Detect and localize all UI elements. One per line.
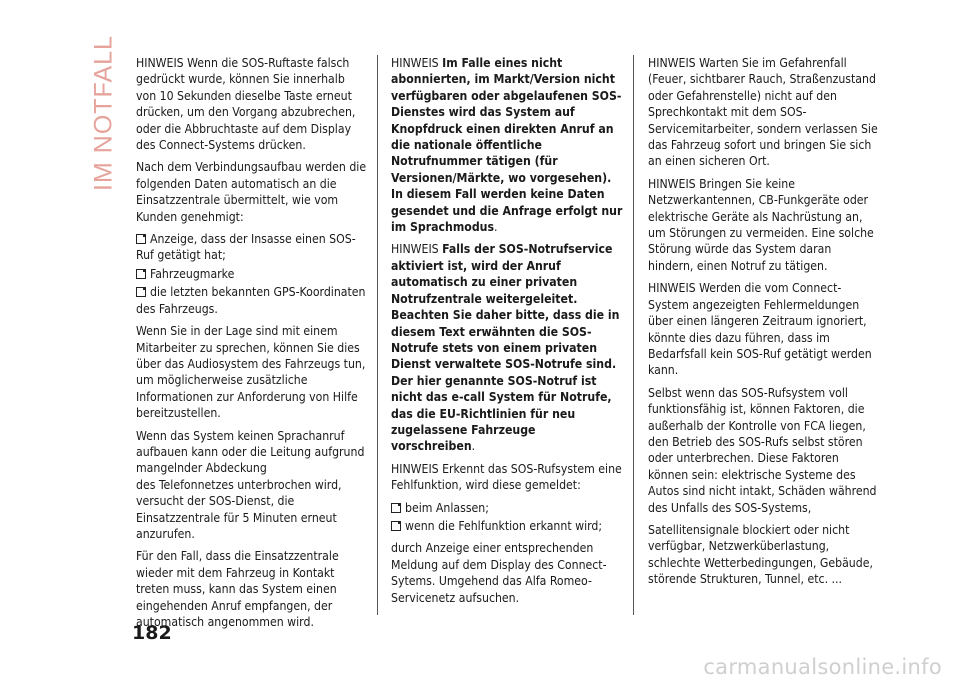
note-paragraph: HINWEIS Werden die vom Connect-System angezeigten Fehlermeldungen über einen längeren Zeitraum ignoriert, könnte dies dazu führen, dass im Bedarfsfall kein SOS-Ruf getätigt werden kann.	[648, 281, 872, 378]
checkbox-bullet-icon	[391, 503, 401, 513]
note-paragraph: HINWEIS Wenn die SOS-Ruftaste falsch gedrückt wurde, können Sie innerhalb von 10 Sekunden dieselbe Taste erneut drücken, um den Vorgang abzubrechen, oder die Abbruchtaste auf dem Display des Connect-Systems drücken.	[136, 56, 356, 153]
note-paragraph: HINWEIS Erkennt das SOS-Rufsystem eine Fehlfunktion, wird diese gemeldet:	[391, 461, 622, 493]
note-paragraph: HINWEIS Bringen Sie keine Netzwerkantennen, CB-Funkgeräte oder elektrische Geräte als Nachrüstung an, um Störungen zu vermeiden. Eine solche Störung würde das System daran hindern, einen Notruf zu tätigen.	[648, 176, 874, 273]
section-title-text: IM NOTFALL	[89, 35, 118, 191]
paragraph: Satellitensignale blockiert oder nicht verfügbar, Netzwerküberlastung, schlechte Wetterbedingungen, Gebäude, störende Strukturen, Tunnel, etc. ...	[648, 522, 873, 587]
column-divider	[633, 55, 634, 615]
checkbox-bullet-icon	[391, 521, 401, 531]
page-number: 182	[132, 622, 172, 644]
paragraph: Selbst wenn das SOS-Rufsystem voll funktionsfähig ist, können Faktoren, die außerhalb der Kontrolle von FCA liegen, den Betrieb des SOS-Rufs selbst stören oder unterbrechen. Diese Faktoren können sein: elektrische Systeme des Autos sind nicht intakt, Schäden während des Unfalls des SOS-Systems,	[648, 385, 877, 515]
list-item: die letzten bekannten GPS-Koordinaten des Fahrzeugs.	[136, 285, 366, 316]
checkbox-bullet-icon	[136, 234, 146, 244]
section-title	[84, 35, 124, 191]
column-right	[648, 55, 880, 594]
list-item: wenn die Fehlfunktion erkannt wird;	[391, 518, 623, 534]
column-middle	[391, 55, 623, 612]
paragraph: durch Anzeige einer entsprechenden Meldung auf dem Display des Connect-Sytems. Umgehend das Alfa Romeo-Servicenetz aufsuchen.	[391, 541, 607, 605]
list-item: Fahrzeugmarke	[136, 266, 368, 282]
checkbox-bullet-icon	[136, 287, 146, 297]
paragraph: Für den Fall, dass die Einsatzzentrale wieder mit dem Fahrzeug in Kontakt treten muss, kann das System einen eingehenden Anruf empfangen, der automatisch angenommen wird.	[136, 549, 339, 629]
checkbox-bullet-icon	[136, 269, 146, 279]
column-divider	[377, 55, 378, 615]
column-left	[136, 55, 368, 636]
paragraph: des Telefonnetzes unterbrochen wird, versucht der SOS-Dienst, die Einsatzzentrale für 5 Minuten erneut anzurufen.	[136, 477, 342, 541]
paragraph: Wenn Sie in der Lage sind mit einem Mitarbeiter zu sprechen, können Sie dies über das Audiosystem des Fahrzeugs tun, um möglicherweise zusätzliche Informationen zur Anforderung von Hilfe bereitzustellen.	[136, 324, 366, 421]
note-paragraph: HINWEIS Warten Sie im Gefahrenfall (Feuer, sichtbarer Rauch, Straßenzustand oder Gefahrenstelle) nicht auf den Sprechkontakt mit dem SOS-Servicemitarbeiter, sondern verlassen Sie das Fahrzeug sofort und bringen Sie sich an einen sicheren Ort.	[648, 56, 878, 169]
note-paragraph: HINWEIS Falls der SOS-Notrufservice aktiviert ist, wird der Anruf automatisch zu einer privaten Notrufzentrale weitergeleitet. Beachten Sie daher bitte, dass die in diesem Text erwähnten die SOS-Notrufe stets von einem privaten Dienst verwaltete SOS-Notrufe sind. Der hier genannte SOS-Notruf ist nicht das e-call System für Notrufe, das die EU-Richtlinien für neu zugelassene Fahrzeuge vorschreiben.	[391, 242, 620, 454]
list-item: Anzeige, dass der Insasse einen SOS-Ruf getätigt hat;	[136, 232, 356, 263]
list-item: beim Anlassen;	[391, 500, 623, 516]
watermark: carmanualsonline.info	[703, 655, 942, 679]
note-paragraph: HINWEIS Im Falle eines nicht abonnierten, im Markt/Version nicht verfügbaren oder abgelaufenen SOS-Dienstes wird das System auf Knopfdruck einen direkten Anruf an die nationale öffentliche Notrufnummer tätigen (für Versionen/Märkte, wo vorgesehen). In diesem Fall werden keine Daten gesendet und die Anfrage erfolgt nur im Sprachmodus.	[391, 56, 623, 235]
paragraph: Nach dem Verbindungsaufbau werden die folgenden Daten automatisch an die Einsatzzentrale übermittelt, wie vom Kunden genehmigt:	[136, 160, 367, 224]
paragraph: Wenn das System keinen Sprachanruf aufbauen kann oder die Leitung aufgrund mangelnder Abdeckung	[136, 428, 365, 476]
